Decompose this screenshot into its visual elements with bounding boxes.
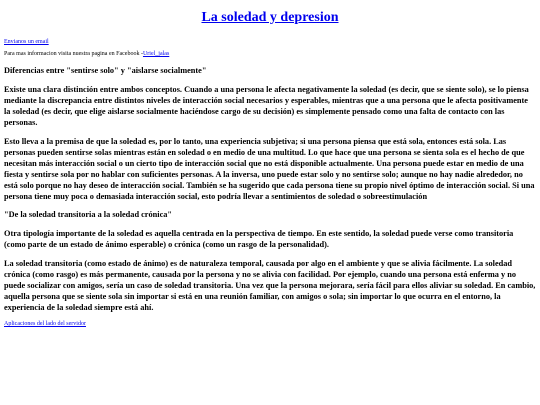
page-title [4, 10, 536, 26]
page-title-link[interactable]: La soledad y depresion [201, 10, 339, 25]
paragraph-3: Otra tipología importante de la soledad es aquella centrada en la perspectiva de tiempo. En este sentido, la soledad puede verse como transitoria (como parte de un estado de ánimo esperable) o crónica (como un rasgo de la personalidad). [4, 229, 514, 249]
facebook-line [4, 50, 536, 58]
email-line [4, 38, 536, 46]
section-heading-1: Diferencias entre "sentirse solo" y "aislarse socialmente" [4, 66, 207, 75]
facebook-prefix-text: Para mas informacion visita nuestra pagina en Facebook - [4, 51, 143, 57]
email-link[interactable]: Envianos un email [4, 39, 49, 45]
paragraph-2: Esto lleva a la premisa de que la soledad es, por lo tanto, una experiencia subjetiva; si una persona piensa que está sola, entonces está sola. Las personas pueden sentirse solas mientras están en soledad o en medio de una multitud. Lo que hace que una persona se sienta sola es el hecho de que necesitan más interacción social o un cierto tipo de interacción social que no está disponible actualmente. Una persona puede estar en medio de una fiesta y sentirse sola por no hablar con suficientes personas. A la inversa, uno puede estar solo y no sentirse solo; aunque no hay nadie alrededor, no está solo porque no hay deseo de interacción social. También se ha sugerido que cada persona tiene su propio nivel óptimo de interacción social. Si una persona tiene muy poca o demasiada interacción social, esto podría llevar a sentimientos de soledad o sobreestimulación [4, 137, 535, 201]
section-heading-2: "De la soledad transitoria a la soledad crónica" [4, 210, 172, 219]
footer-line [4, 321, 536, 327]
facebook-link[interactable]: Uriel_jalas [142, 51, 170, 57]
paragraph-1: Existe una clara distinción entre ambos conceptos. Cuando a una persona le afecta negativamente la soledad (es decir, que se siente solo), se lo piensa mediante la discrepancia entre distintos niveles de interacción social necesarios y esperables, mientras que a una persona que le afecta positivamente la soledad (es decir, que elige aislarse socialmente haciéndose cargo de su decisión) es simplemente pensado como una falta de contacto con las personas. [4, 85, 529, 127]
footer-link[interactable]: Aplicaciones del lado del servidor [4, 321, 86, 327]
paragraph-4: La soledad transitoria (como estado de ánimo) es de naturaleza temporal, causada por algo en el ambiente y que se alivia fácilmente. La soledad crónica (como rasgo) es más permanente, causada por la persona y no se alivia con facilidad. Por ejemplo, cuando una persona está enferma y no puede socializar con amigos, sería un caso de soledad transitoria. Una vez que la persona mejorara, sería fácil para ellos aliviar su soledad. En cambio, aquella persona que se siente sola sin importar si está en una reunión familiar, con amigos o sola; sin importar lo que ocurra en el entorno, la experiencia de la soledad siempre está ahí. [4, 259, 536, 312]
